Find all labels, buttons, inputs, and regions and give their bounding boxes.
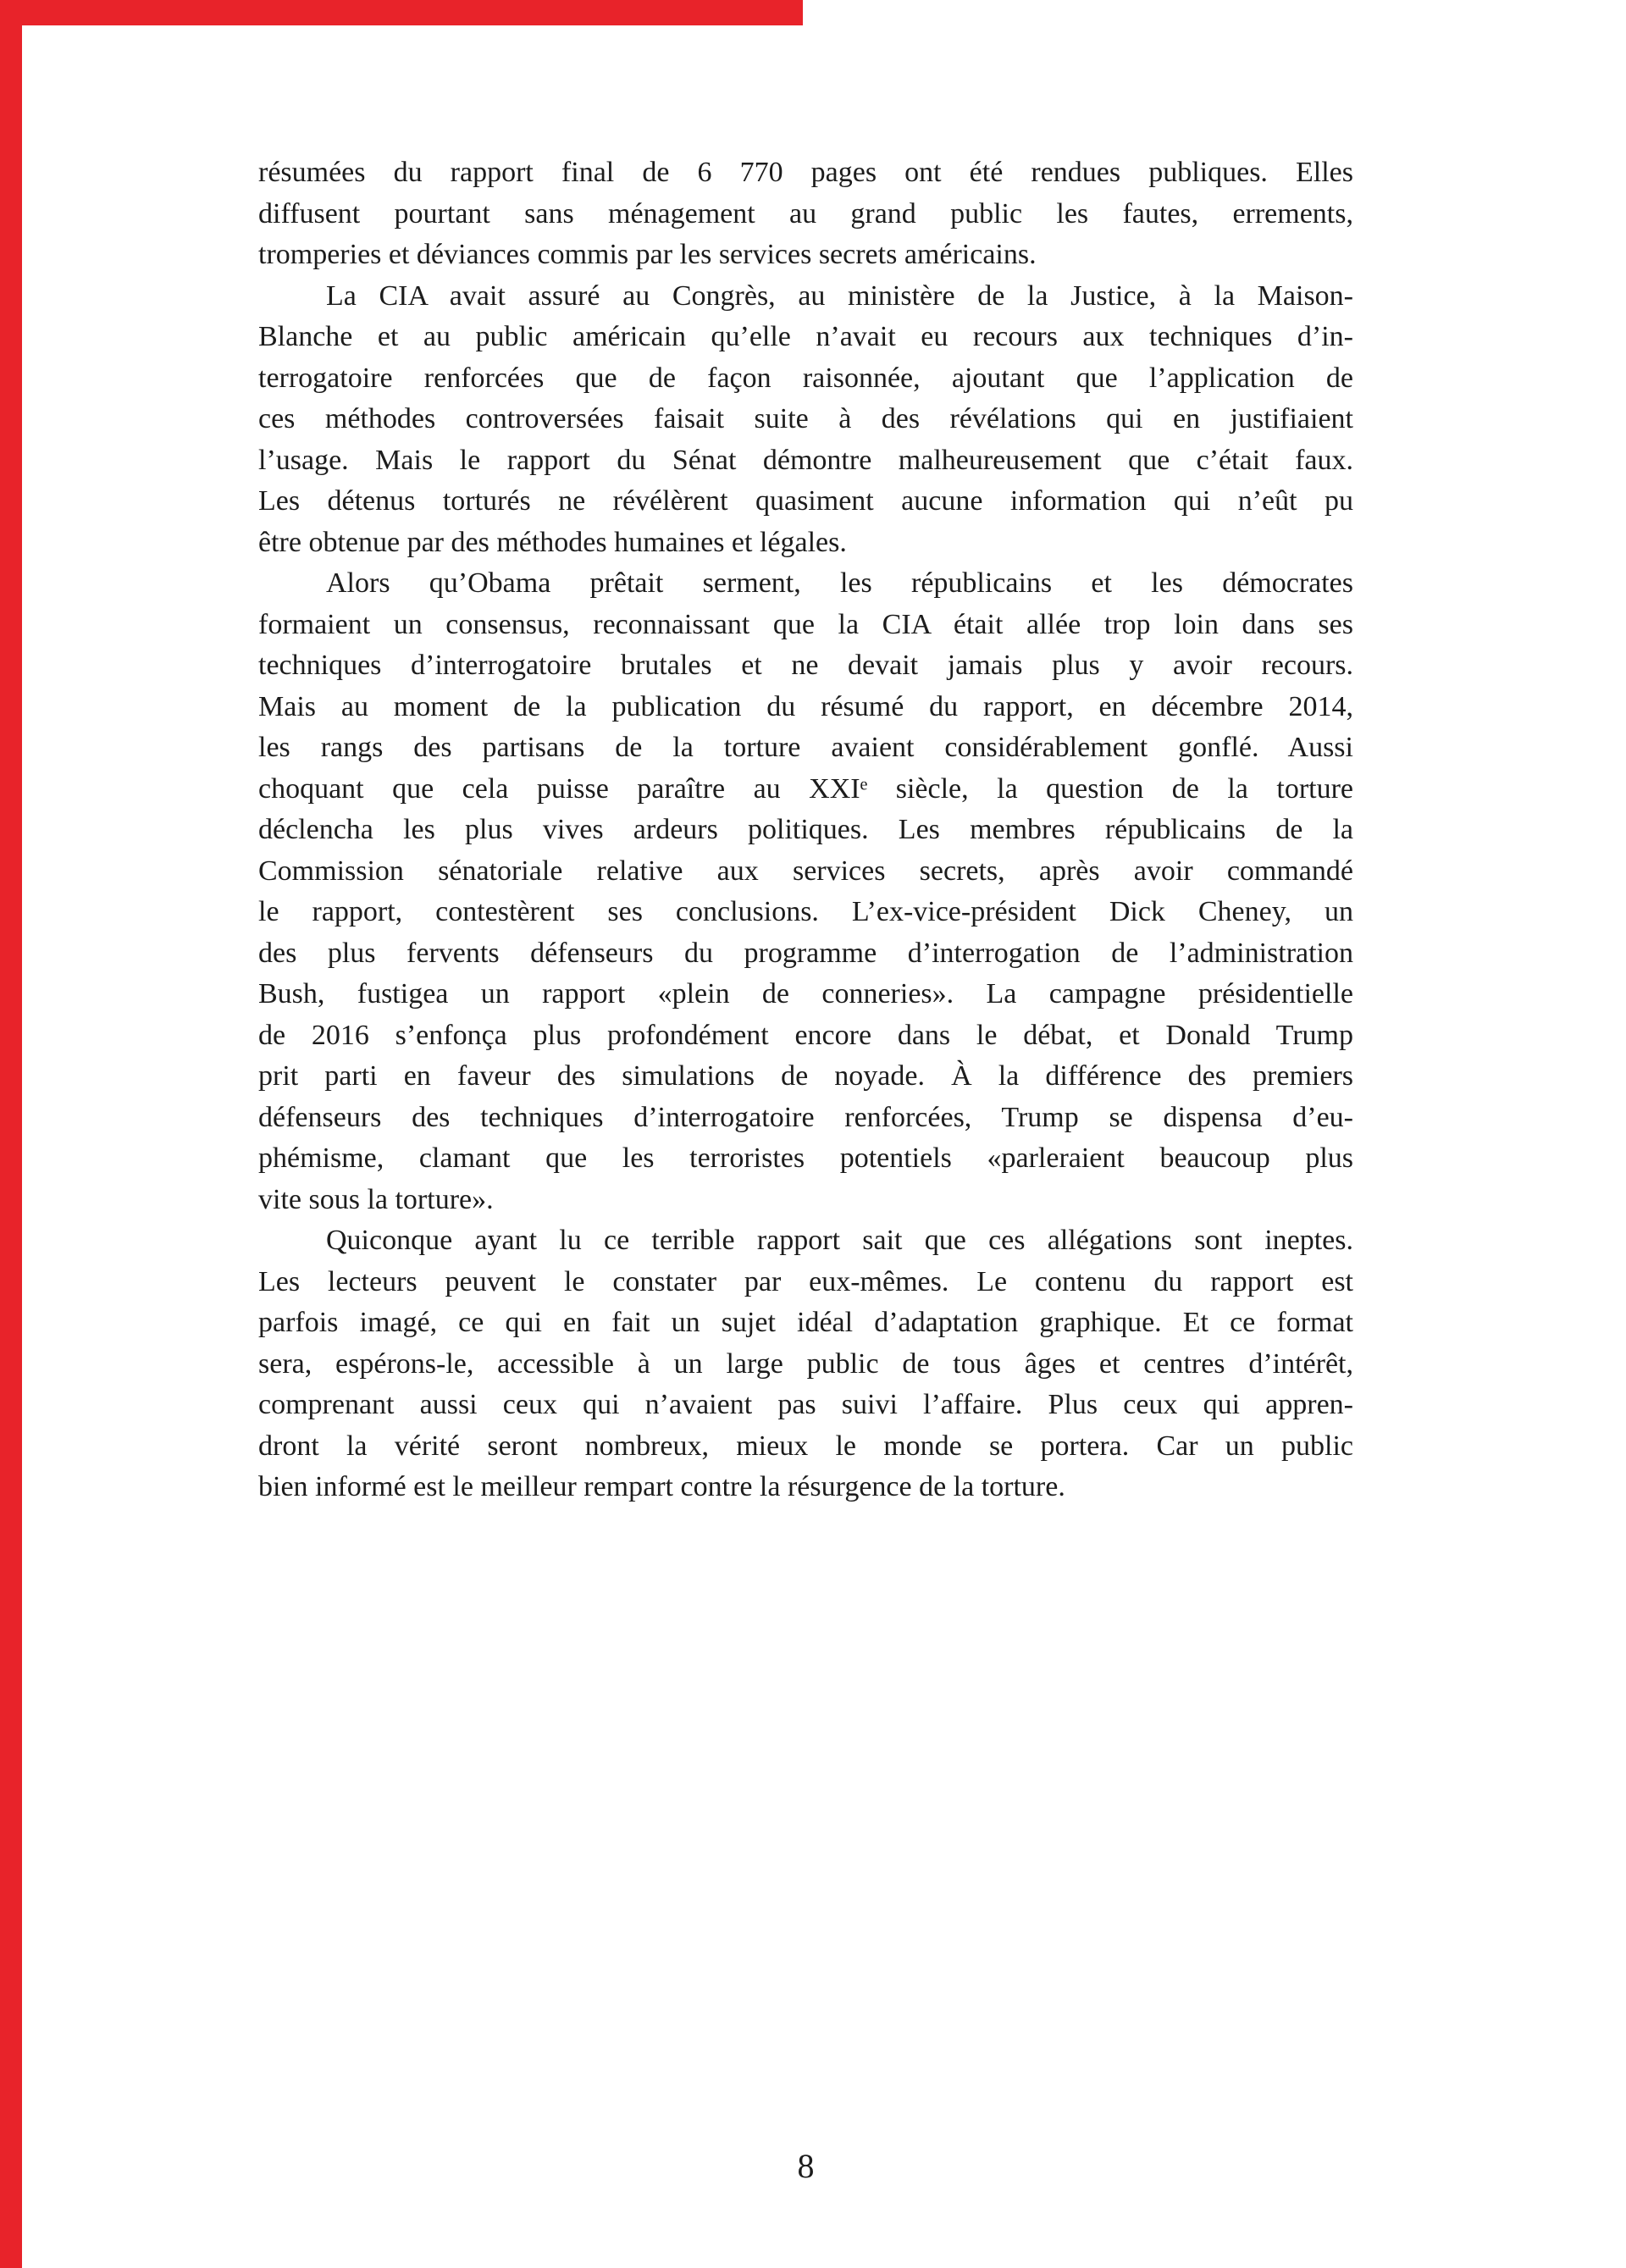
paragraph bbox=[258, 1220, 1353, 1508]
text-line: Blanche et au public américain qu’elle n’avait eu recours aux techniques d’in- bbox=[258, 321, 1353, 352]
text-line: comprenant aussi ceux qui n’avaient pas suivi l’affaire. Plus ceux qui appren- bbox=[258, 1389, 1353, 1420]
text-line: diffusent pourtant sans ménagement au grand public les fautes, errements, bbox=[258, 197, 1353, 230]
text-line: l’usage. Mais le rapport du Sénat démontre malheureusement que c’était faux. bbox=[258, 444, 1353, 476]
text-line: vite sous la torture». bbox=[258, 1183, 494, 1215]
red-page-edge-left bbox=[0, 0, 22, 2268]
text-line: être obtenue par des méthodes humaines et légales. bbox=[258, 526, 847, 558]
red-page-edge-top bbox=[0, 0, 803, 25]
text-line: des plus fervents défenseurs du programme d’interrogation de l’administration bbox=[258, 937, 1353, 969]
text-line: de 2016 s’enfonça plus profondément encore dans le débat, et Donald Trump bbox=[258, 1019, 1353, 1051]
text-line: Commission sénatoriale relative aux services secrets, après avoir commandé bbox=[258, 855, 1353, 887]
text-line: techniques d’interrogatoire brutales et ne devait jamais plus y avoir recours. bbox=[258, 650, 1353, 681]
text-line: sera, espérons-le, accessible à un large public de tous âges et centres d’intérêt, bbox=[258, 1347, 1353, 1380]
text-line: déclencha les plus vives ardeurs politiques. Les membres républicains de la bbox=[258, 814, 1353, 845]
text-line: dront la vérité seront nombreux, mieux le monde se portera. Car un public bbox=[258, 1430, 1353, 1462]
text-block bbox=[258, 152, 1353, 1508]
page-number: 8 bbox=[797, 2147, 815, 2185]
text-line: Quiconque ayant lu ce terrible rapport sait que ces allégations sont ineptes. bbox=[326, 1225, 1353, 1256]
text-line: le rapport, contestèrent ses conclusions. L’ex-vice-président Dick Cheney, un bbox=[258, 896, 1353, 927]
text-line: phémisme, clamant que les terroristes potentiels «parleraient beaucoup plus bbox=[258, 1142, 1353, 1174]
text-line: les rangs des partisans de la torture avaient considérablement gonflé. Aussi bbox=[258, 732, 1353, 763]
text-line: Mais au moment de la publication du résumé du rapport, en décembre 2014, bbox=[258, 690, 1353, 722]
text-line: prit parti en faveur des simulations de noyade. À la différence des premiers bbox=[258, 1060, 1353, 1092]
text-line: terrogatoire renforcées que de façon raisonnée, ajoutant que l’application de bbox=[258, 362, 1353, 394]
text-line: Bush, fustigea un rapport «plein de conneries». La campagne présidentielle bbox=[258, 978, 1353, 1010]
text-line: ces méthodes controversées faisait suite à des révélations qui en justifiaient bbox=[258, 403, 1353, 434]
paragraph bbox=[258, 563, 1353, 1220]
text-line: choquant que cela puisse paraître au XXIᵉ siècle, la question de la torture bbox=[258, 772, 1353, 805]
text-line: parfois imagé, ce qui en fait un sujet idéal d’adaptation graphique. Et ce format bbox=[258, 1307, 1353, 1338]
text-line: Les lecteurs peuvent le constater par eux-mêmes. Le contenu du rapport est bbox=[258, 1265, 1353, 1297]
paragraph bbox=[258, 152, 1353, 276]
text-line: formaient un consensus, reconnaissant que la CIA était allée trop loin dans ses bbox=[258, 608, 1353, 640]
text-line: tromperies et déviances commis par les services secrets américains. bbox=[258, 239, 1037, 270]
text-line: La CIA avait assuré au Congrès, au ministère de la Justice, à la Maison- bbox=[326, 279, 1353, 312]
text-line: résumées du rapport final de 6 770 pages ont été rendues publiques. Elles bbox=[258, 157, 1353, 188]
text-line: Les détenus torturés ne révélèrent quasiment aucune information qui n’eût pu bbox=[258, 485, 1353, 517]
paragraph bbox=[258, 276, 1353, 564]
text-line: défenseurs des techniques d’interrogatoire renforcées, Trump se dispensa d’eu- bbox=[258, 1101, 1353, 1133]
text-line: Alors qu’Obama prêtait serment, les républicains et les démocrates bbox=[326, 567, 1353, 599]
text-line: bien informé est le meilleur rempart contre la résurgence de la torture. bbox=[258, 1471, 1065, 1502]
